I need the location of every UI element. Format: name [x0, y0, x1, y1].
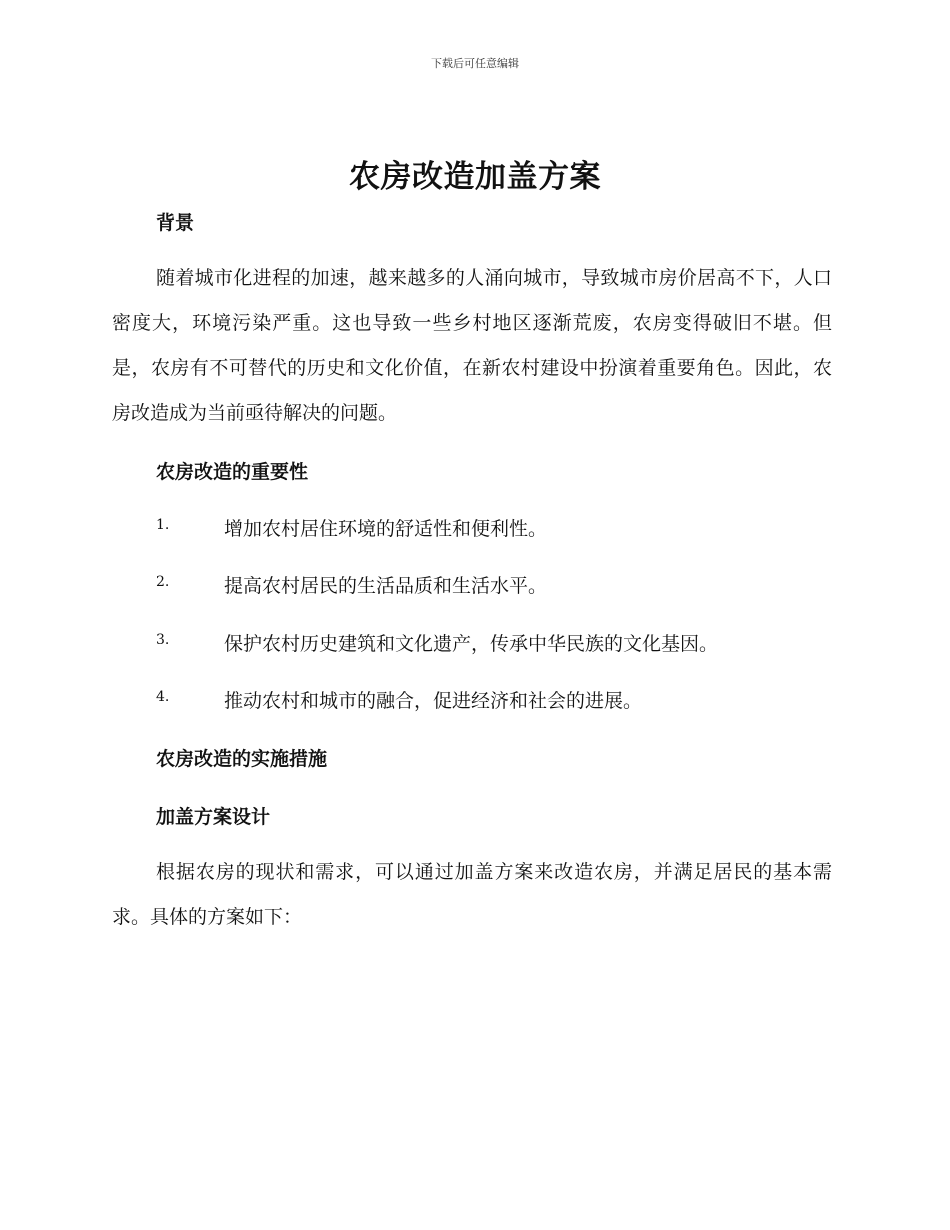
background-paragraph: 随着城市化进程的加速，越来越多的人涌向城市，导致城市房价居高不下，人口密度大，环境污染严重。这也导致一些乡村地区逐渐荒废，农房变得破旧不堪。但是，农房有不可替代的历史和文化价值，在新农村建设中扮演着重要角色。因此，农房改造成为当前亟待解决的问题。 [112, 267, 832, 424]
section-heading-measures: 农房改造的实施措施 [156, 748, 328, 770]
list-item [156, 571, 836, 601]
list-item-number: 3. [156, 632, 170, 648]
list-item [156, 629, 836, 659]
list-item-text: 提高农村居民的生活品质和生活水平。 [224, 575, 548, 597]
list-item-number: 4. [156, 689, 170, 705]
design-paragraph: 根据农房的现状和需求，可以通过加盖方案来改造农房，并满足居民的基本需求。具体的方案如下： [112, 861, 832, 928]
list-item-text: 保护农村历史建筑和文化遗产，传承中华民族的文化基因。 [224, 633, 719, 655]
section-heading-importance: 农房改造的重要性 [156, 461, 309, 483]
list-item-text: 推动农村和城市的融合，促进经济和社会的进展。 [224, 690, 643, 712]
header-note: 下载后可任意编辑 [431, 57, 519, 70]
document-title: 农房改造加盖方案 [349, 159, 601, 195]
list-item-number: 2. [156, 574, 170, 590]
list-item-number: 1. [156, 517, 170, 533]
list-item [156, 514, 836, 544]
list-item-text: 增加农村居住环境的舒适性和便利性。 [224, 518, 548, 540]
list-item [156, 686, 836, 716]
section-heading-design: 加盖方案设计 [156, 806, 271, 828]
section-heading-background: 背景 [156, 212, 195, 234]
